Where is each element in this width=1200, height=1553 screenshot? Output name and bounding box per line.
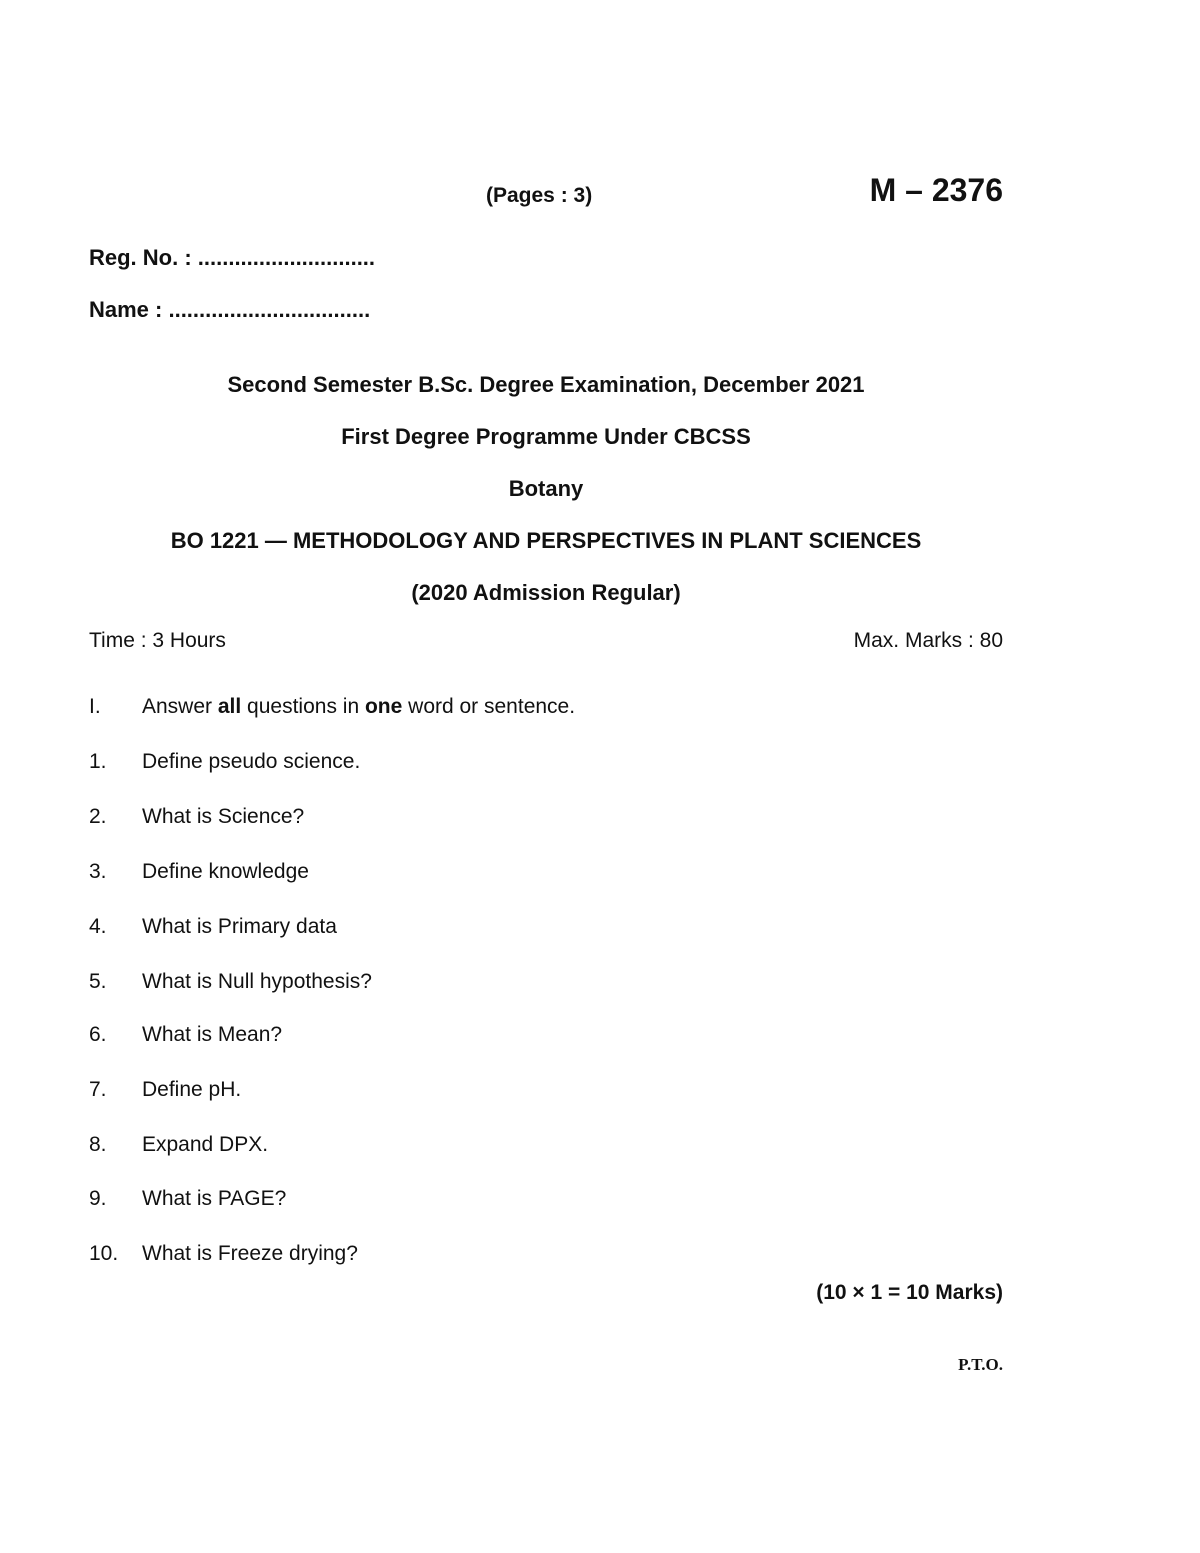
reg-no-field: Reg. No. : ............................. [89,245,376,270]
question-item [89,805,304,829]
paper-code: M – 2376 [869,172,1003,208]
instruction-text-2: questions in [241,695,365,718]
question-text: What is PAGE? [142,1187,287,1210]
programme-title: First Degree Programme Under CBCSS [341,424,751,449]
question-number: 10. [89,1242,119,1265]
question-item [89,1078,241,1102]
pto-label: P.T.O. [958,1355,1003,1374]
question-number: 7. [89,1078,107,1101]
max-marks-label: Max. Marks : 80 [853,629,1003,652]
question-number: 8. [89,1133,107,1156]
section-number: I. [89,695,101,718]
question-item [89,1242,358,1266]
pages-count: (Pages : 3) [486,184,593,207]
name-field: Name : ................................. [89,297,371,322]
course-title: BO 1221 — METHODOLOGY AND PERSPECTIVES IN PLANT SCIENCES [170,528,922,553]
question-text: Expand DPX. [142,1133,269,1156]
instruction-text-3: word or sentence. [402,695,576,718]
admission-title: (2020 Admission Regular) [411,580,681,605]
instruction-text-1: Answer [142,695,218,718]
question-number: 3. [89,860,107,883]
subject-title: Botany [508,476,584,501]
section-instruction [89,695,575,719]
question-text: What is Freeze drying? [142,1242,358,1265]
question-number: 5. [89,970,107,993]
question-text: What is Null hypothesis? [142,970,372,993]
question-item [89,1023,282,1047]
section-marks: (10 × 1 = 10 Marks) [816,1281,1003,1304]
question-item [89,1133,268,1157]
question-item [89,750,360,774]
question-text: What is Science? [142,805,305,828]
question-item [89,970,372,994]
question-number: 6. [89,1023,107,1046]
question-text: Define pH. [142,1078,242,1101]
instruction-bold-one: one [364,695,403,718]
question-item [89,915,337,939]
question-text: What is Primary data [142,915,337,938]
question-text: Define knowledge [142,860,309,883]
question-item [89,1187,286,1211]
question-text: Define pseudo science. [142,750,361,773]
question-number: 9. [89,1187,107,1210]
time-label: Time : 3 Hours [89,629,226,652]
question-item [89,860,309,884]
question-number: 4. [89,915,107,938]
question-text: What is Mean? [142,1023,283,1046]
exam-title: Second Semester B.Sc. Degree Examination, December 2021 [227,372,865,397]
question-number: 2. [89,805,107,828]
instruction-bold-all: all [217,695,242,718]
question-number: 1. [89,750,107,773]
